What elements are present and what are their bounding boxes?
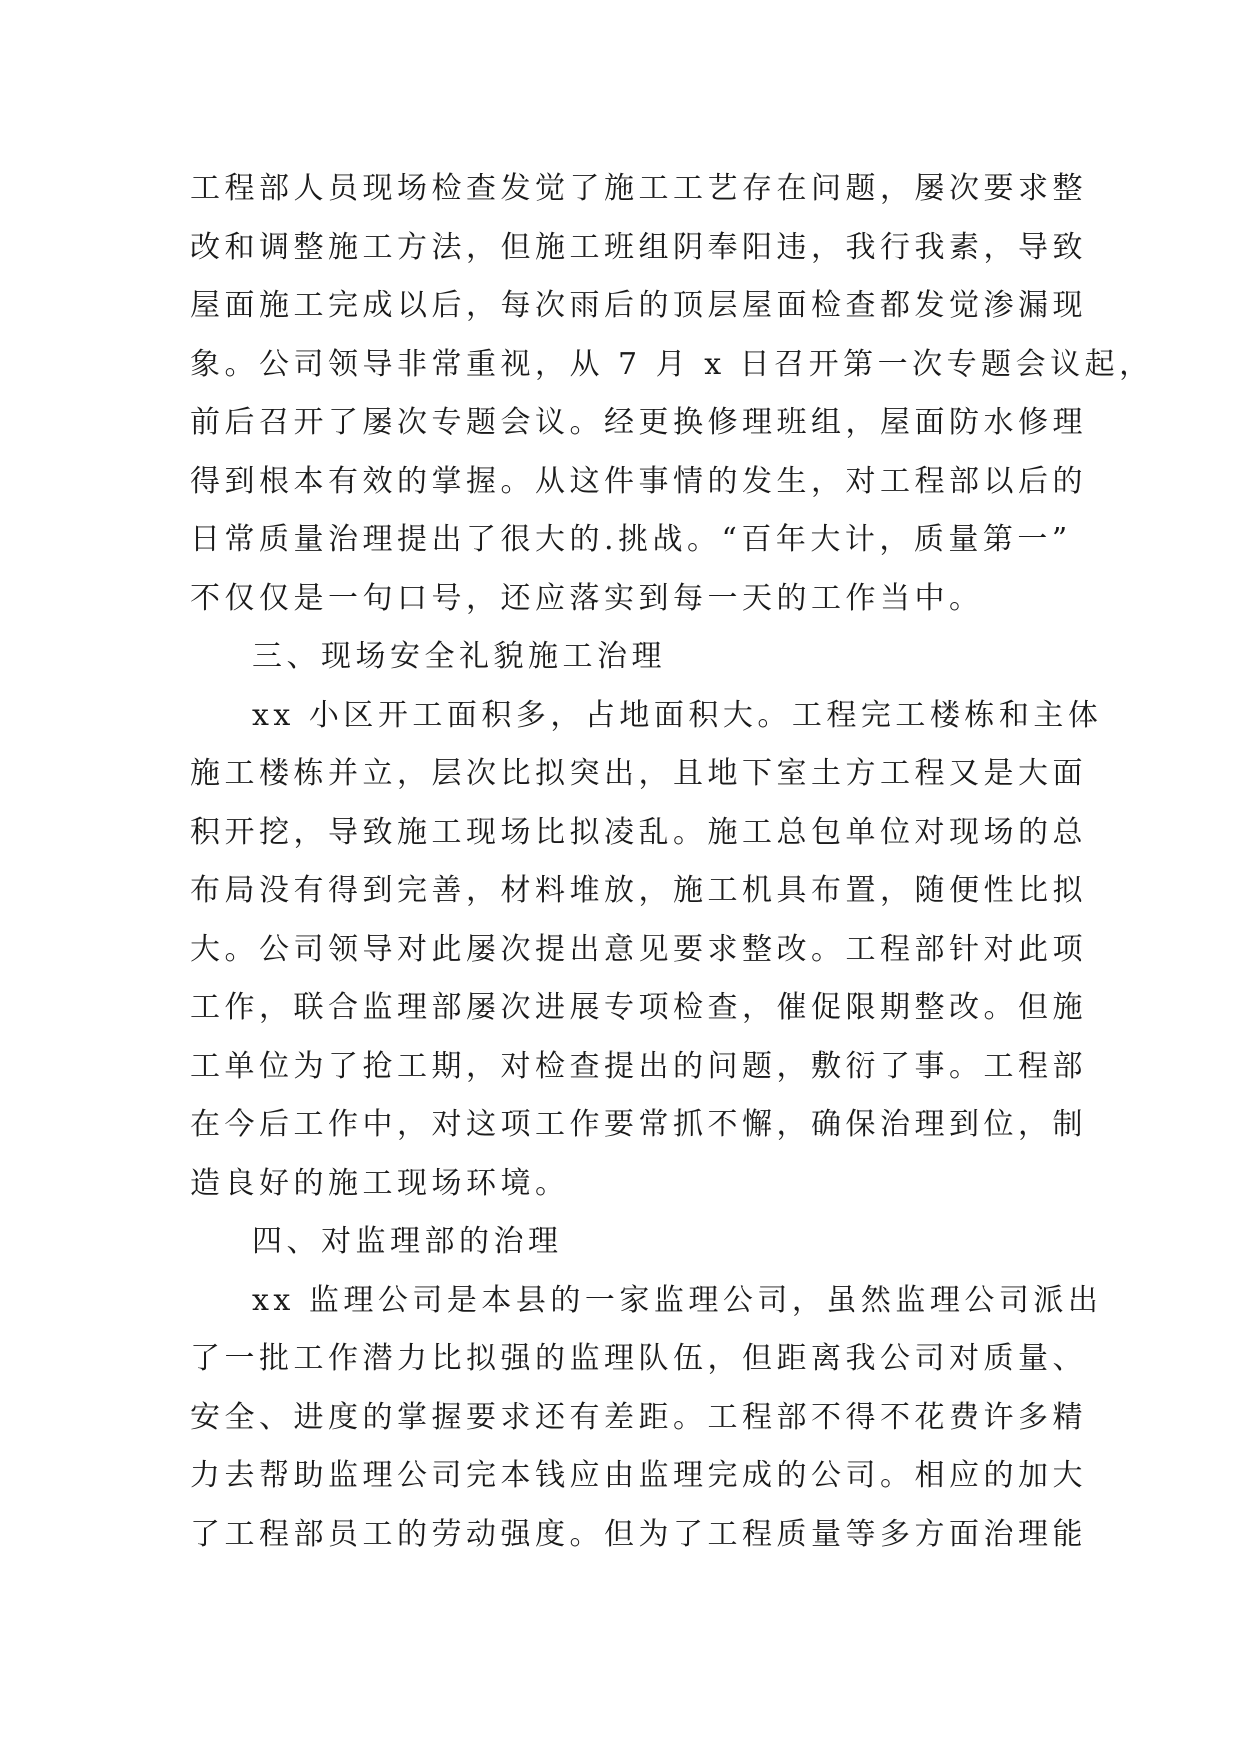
text-line: xx 小区开工面积多，占地面积大。工程完工楼栋和主体 <box>252 697 1103 733</box>
text-line: 工程部人员现场检查发觉了施工工艺存在问题，屡次要求整 <box>190 171 1087 206</box>
text-line: 积开挖，导致施工现场比拟凌乱。施工总包单位对现场的总 <box>190 814 1087 850</box>
text-line: 大。公司领导对此屡次提出意见要求整改。工程部针对此项 <box>190 931 1087 967</box>
text-line: 前后召开了屡次专题会议。经更换修理班组，屋面防水修理 <box>190 405 1087 440</box>
text-line: 了工程部员工的劳动强度。但为了工程质量等多方面治理能 <box>190 1516 1087 1552</box>
text-line: 了一批工作潜力比拟强的监理队伍，但距离我公司对质量、 <box>190 1341 1087 1376</box>
body-text <box>190 160 1154 1564</box>
text-line: 日常质量治理提出了很大的.挑战。“百年大计，质量第一” <box>190 522 1072 557</box>
text-line: xx 监理公司是本县的一家监理公司，虽然监理公司派出 <box>252 1282 1103 1318</box>
text-line: 造良好的施工现场环境。 <box>190 1165 570 1201</box>
text-line: 布局没有得到完善，材料堆放，施工机具布置，随便性比拟 <box>190 873 1087 908</box>
section-heading: 四、对监理部的治理 <box>252 1224 563 1259</box>
text-line: 得到根本有效的掌握。从这件事情的发生，对工程部以后的 <box>190 463 1087 499</box>
text-line: 屋面施工完成以后，每次雨后的顶层屋面检查都发觉渗漏现 <box>190 288 1087 323</box>
text-line: 工单位为了抢工期，对检查提出的问题，敷衍了事。工程部 <box>190 1048 1087 1084</box>
text-line: 不仅仅是一句口号，还应落实到每一天的工作当中。 <box>190 580 984 616</box>
text-line: 工作，联合监理部屡次进展专项检查，催促限期整改。但施 <box>190 990 1087 1025</box>
text-line: 施工楼栋并立，层次比拟突出，且地下室土方工程又是大面 <box>190 756 1087 791</box>
section-heading: 三、现场安全礼貌施工治理 <box>252 639 666 674</box>
text-line: 象。公司领导非常重视，从 7 月 x 日召开第一次专题会议起， <box>190 346 1154 382</box>
text-line: 在今后工作中，对这项工作要常抓不懈，确保治理到位，制 <box>190 1107 1087 1142</box>
text-line: 安全、进度的掌握要求还有差距。工程部不得不花费许多精 <box>190 1399 1087 1435</box>
text-line: 力去帮助监理公司完本钱应由监理完成的公司。相应的加大 <box>190 1458 1087 1493</box>
text-line: 改和调整施工方法，但施工班组阴奉阳违，我行我素，导致 <box>190 229 1087 265</box>
